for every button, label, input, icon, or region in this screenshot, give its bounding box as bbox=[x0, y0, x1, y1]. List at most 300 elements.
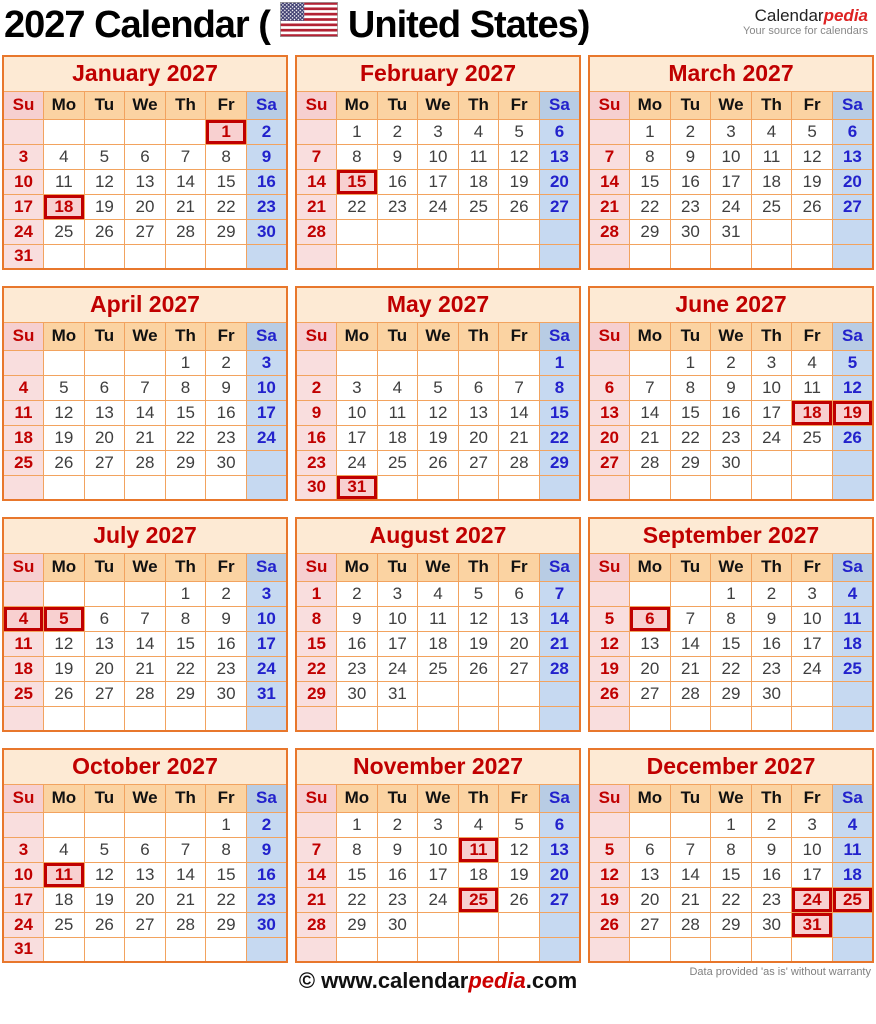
dow-header-fr: Fr bbox=[499, 91, 540, 119]
dow-header-sa: Sa bbox=[246, 784, 287, 812]
day-cell-october-7: 7 bbox=[165, 837, 206, 862]
dow-header-tu: Tu bbox=[670, 553, 711, 581]
day-cell-september-7: 7 bbox=[670, 606, 711, 631]
day-cell-empty bbox=[630, 475, 671, 500]
day-cell-september-18: 18 bbox=[832, 631, 873, 656]
day-cell-august-2: 2 bbox=[337, 581, 378, 606]
day-cell-june-14: 14 bbox=[630, 400, 671, 425]
day-cell-january-22: 22 bbox=[206, 194, 247, 219]
day-cell-may-24: 24 bbox=[337, 450, 378, 475]
day-cell-january-8: 8 bbox=[206, 144, 247, 169]
day-cell-december-14: 14 bbox=[670, 862, 711, 887]
day-cell-empty bbox=[165, 475, 206, 500]
day-cell-july-28: 28 bbox=[125, 681, 166, 706]
day-cell-april-20: 20 bbox=[84, 425, 125, 450]
day-cell-december-25: 25 bbox=[832, 887, 873, 912]
day-cell-january-26: 26 bbox=[84, 219, 125, 244]
day-cell-february-24: 24 bbox=[418, 194, 459, 219]
day-cell-august-1: 1 bbox=[296, 581, 337, 606]
day-cell-april-4: 4 bbox=[3, 375, 44, 400]
day-cell-empty bbox=[589, 706, 630, 731]
dow-header-we: We bbox=[711, 553, 752, 581]
dow-header-th: Th bbox=[751, 784, 792, 812]
day-cell-february-2: 2 bbox=[377, 119, 418, 144]
day-cell-empty bbox=[84, 475, 125, 500]
dow-header-mo: Mo bbox=[337, 553, 378, 581]
month-title-april: April 2027 bbox=[3, 287, 287, 322]
day-cell-november-19: 19 bbox=[499, 862, 540, 887]
day-cell-september-27: 27 bbox=[630, 681, 671, 706]
day-cell-march-8: 8 bbox=[630, 144, 671, 169]
month-table-april bbox=[2, 286, 288, 501]
day-cell-july-8: 8 bbox=[165, 606, 206, 631]
day-cell-october-27: 27 bbox=[125, 912, 166, 937]
month-table-september bbox=[588, 517, 874, 732]
day-cell-may-31: 31 bbox=[337, 475, 378, 500]
dow-header-tu: Tu bbox=[377, 322, 418, 350]
day-cell-empty bbox=[337, 244, 378, 269]
day-cell-november-26: 26 bbox=[499, 887, 540, 912]
day-cell-january-2: 2 bbox=[246, 119, 287, 144]
month-title-december: December 2027 bbox=[589, 749, 873, 784]
month-title-march: March 2027 bbox=[589, 56, 873, 91]
day-cell-october-13: 13 bbox=[125, 862, 166, 887]
day-cell-march-4: 4 bbox=[751, 119, 792, 144]
dow-header-we: We bbox=[418, 553, 459, 581]
day-cell-june-10: 10 bbox=[751, 375, 792, 400]
day-cell-may-10: 10 bbox=[337, 400, 378, 425]
day-cell-june-22: 22 bbox=[670, 425, 711, 450]
day-cell-empty bbox=[589, 937, 630, 962]
day-cell-august-17: 17 bbox=[377, 631, 418, 656]
day-cell-november-29: 29 bbox=[337, 912, 378, 937]
day-cell-empty bbox=[499, 475, 540, 500]
day-cell-empty bbox=[630, 706, 671, 731]
day-cell-june-30: 30 bbox=[711, 450, 752, 475]
day-cell-march-6: 6 bbox=[832, 119, 873, 144]
day-cell-february-11: 11 bbox=[458, 144, 499, 169]
dow-header-su: Su bbox=[296, 553, 337, 581]
day-cell-empty bbox=[539, 706, 580, 731]
dow-header-fr: Fr bbox=[792, 553, 833, 581]
day-cell-august-7: 7 bbox=[539, 581, 580, 606]
day-cell-may-18: 18 bbox=[377, 425, 418, 450]
day-cell-empty bbox=[630, 937, 671, 962]
day-cell-june-18: 18 bbox=[792, 400, 833, 425]
day-cell-december-6: 6 bbox=[630, 837, 671, 862]
day-cell-september-14: 14 bbox=[670, 631, 711, 656]
day-cell-empty bbox=[458, 706, 499, 731]
day-cell-january-21: 21 bbox=[165, 194, 206, 219]
day-cell-empty bbox=[3, 812, 44, 837]
day-cell-june-13: 13 bbox=[589, 400, 630, 425]
day-cell-march-14: 14 bbox=[589, 169, 630, 194]
day-cell-october-14: 14 bbox=[165, 862, 206, 887]
day-cell-august-11: 11 bbox=[418, 606, 459, 631]
day-cell-february-6: 6 bbox=[539, 119, 580, 144]
day-cell-september-17: 17 bbox=[792, 631, 833, 656]
day-cell-december-23: 23 bbox=[751, 887, 792, 912]
day-cell-august-4: 4 bbox=[418, 581, 459, 606]
day-cell-july-5: 5 bbox=[44, 606, 85, 631]
day-cell-august-28: 28 bbox=[539, 656, 580, 681]
day-cell-empty bbox=[125, 475, 166, 500]
day-cell-october-17: 17 bbox=[3, 887, 44, 912]
dow-header-sa: Sa bbox=[832, 784, 873, 812]
day-cell-empty bbox=[3, 475, 44, 500]
day-cell-empty bbox=[206, 475, 247, 500]
dow-header-mo: Mo bbox=[630, 784, 671, 812]
dow-header-sa: Sa bbox=[832, 322, 873, 350]
day-cell-january-14: 14 bbox=[165, 169, 206, 194]
day-cell-empty bbox=[630, 350, 671, 375]
dow-header-sa: Sa bbox=[246, 553, 287, 581]
day-cell-empty bbox=[499, 219, 540, 244]
day-cell-august-19: 19 bbox=[458, 631, 499, 656]
day-cell-empty bbox=[539, 475, 580, 500]
month-title-october: October 2027 bbox=[3, 749, 287, 784]
day-cell-empty bbox=[458, 219, 499, 244]
day-cell-november-4: 4 bbox=[458, 812, 499, 837]
month-table-november bbox=[295, 748, 581, 963]
day-cell-march-2: 2 bbox=[670, 119, 711, 144]
day-cell-february-22: 22 bbox=[337, 194, 378, 219]
day-cell-january-19: 19 bbox=[84, 194, 125, 219]
day-cell-empty bbox=[84, 244, 125, 269]
day-cell-january-16: 16 bbox=[246, 169, 287, 194]
day-cell-empty bbox=[458, 681, 499, 706]
day-cell-january-6: 6 bbox=[125, 144, 166, 169]
day-cell-february-13: 13 bbox=[539, 144, 580, 169]
day-cell-march-21: 21 bbox=[589, 194, 630, 219]
day-cell-july-22: 22 bbox=[165, 656, 206, 681]
day-cell-april-27: 27 bbox=[84, 450, 125, 475]
day-cell-june-24: 24 bbox=[751, 425, 792, 450]
day-cell-march-22: 22 bbox=[630, 194, 671, 219]
day-cell-october-11: 11 bbox=[44, 862, 85, 887]
day-cell-empty bbox=[125, 581, 166, 606]
day-cell-april-8: 8 bbox=[165, 375, 206, 400]
day-cell-november-3: 3 bbox=[418, 812, 459, 837]
dow-header-fr: Fr bbox=[206, 91, 247, 119]
day-cell-february-28: 28 bbox=[296, 219, 337, 244]
dow-header-tu: Tu bbox=[670, 784, 711, 812]
day-cell-september-30: 30 bbox=[751, 681, 792, 706]
day-cell-november-16: 16 bbox=[377, 862, 418, 887]
day-cell-november-8: 8 bbox=[337, 837, 378, 862]
day-cell-august-31: 31 bbox=[377, 681, 418, 706]
dow-header-th: Th bbox=[458, 322, 499, 350]
day-cell-october-10: 10 bbox=[3, 862, 44, 887]
day-cell-april-5: 5 bbox=[44, 375, 85, 400]
day-cell-october-20: 20 bbox=[125, 887, 166, 912]
day-cell-october-12: 12 bbox=[84, 862, 125, 887]
day-cell-empty bbox=[125, 350, 166, 375]
day-cell-empty bbox=[630, 581, 671, 606]
day-cell-september-15: 15 bbox=[711, 631, 752, 656]
day-cell-january-11: 11 bbox=[44, 169, 85, 194]
day-cell-empty bbox=[125, 119, 166, 144]
day-cell-april-21: 21 bbox=[125, 425, 166, 450]
day-cell-empty bbox=[337, 350, 378, 375]
day-cell-empty bbox=[84, 706, 125, 731]
dow-header-mo: Mo bbox=[337, 91, 378, 119]
day-cell-january-9: 9 bbox=[246, 144, 287, 169]
day-cell-may-26: 26 bbox=[418, 450, 459, 475]
day-cell-july-12: 12 bbox=[44, 631, 85, 656]
month-table-august bbox=[295, 517, 581, 732]
day-cell-march-3: 3 bbox=[711, 119, 752, 144]
day-cell-september-5: 5 bbox=[589, 606, 630, 631]
day-cell-empty bbox=[296, 812, 337, 837]
day-cell-empty bbox=[539, 681, 580, 706]
day-cell-march-12: 12 bbox=[792, 144, 833, 169]
day-cell-july-16: 16 bbox=[206, 631, 247, 656]
day-cell-february-23: 23 bbox=[377, 194, 418, 219]
day-cell-april-23: 23 bbox=[206, 425, 247, 450]
day-cell-october-30: 30 bbox=[246, 912, 287, 937]
day-cell-september-1: 1 bbox=[711, 581, 752, 606]
day-cell-empty bbox=[206, 706, 247, 731]
day-cell-empty bbox=[206, 937, 247, 962]
day-cell-empty bbox=[377, 706, 418, 731]
us-flag-icon bbox=[280, 2, 338, 48]
day-cell-may-3: 3 bbox=[337, 375, 378, 400]
day-cell-june-26: 26 bbox=[832, 425, 873, 450]
day-cell-july-6: 6 bbox=[84, 606, 125, 631]
day-cell-may-7: 7 bbox=[499, 375, 540, 400]
day-cell-empty bbox=[589, 244, 630, 269]
day-cell-may-13: 13 bbox=[458, 400, 499, 425]
day-cell-september-29: 29 bbox=[711, 681, 752, 706]
day-cell-empty bbox=[84, 812, 125, 837]
day-cell-july-13: 13 bbox=[84, 631, 125, 656]
day-cell-empty bbox=[377, 475, 418, 500]
day-cell-empty bbox=[44, 581, 85, 606]
dow-header-th: Th bbox=[165, 322, 206, 350]
month-table-february bbox=[295, 55, 581, 270]
day-cell-august-20: 20 bbox=[499, 631, 540, 656]
day-cell-february-14: 14 bbox=[296, 169, 337, 194]
dow-header-su: Su bbox=[589, 91, 630, 119]
day-cell-october-31: 31 bbox=[3, 937, 44, 962]
day-cell-empty bbox=[630, 812, 671, 837]
day-cell-may-30: 30 bbox=[296, 475, 337, 500]
day-cell-october-29: 29 bbox=[206, 912, 247, 937]
day-cell-december-3: 3 bbox=[792, 812, 833, 837]
day-cell-october-9: 9 bbox=[246, 837, 287, 862]
day-cell-september-10: 10 bbox=[792, 606, 833, 631]
day-cell-september-22: 22 bbox=[711, 656, 752, 681]
day-cell-april-9: 9 bbox=[206, 375, 247, 400]
dow-header-mo: Mo bbox=[630, 91, 671, 119]
day-cell-empty bbox=[458, 244, 499, 269]
day-cell-june-19: 19 bbox=[832, 400, 873, 425]
day-cell-august-5: 5 bbox=[458, 581, 499, 606]
dow-header-sa: Sa bbox=[832, 91, 873, 119]
day-cell-empty bbox=[44, 350, 85, 375]
day-cell-empty bbox=[539, 219, 580, 244]
day-cell-empty bbox=[751, 450, 792, 475]
day-cell-may-17: 17 bbox=[337, 425, 378, 450]
day-cell-october-5: 5 bbox=[84, 837, 125, 862]
day-cell-empty bbox=[246, 450, 287, 475]
day-cell-empty bbox=[539, 912, 580, 937]
day-cell-august-23: 23 bbox=[337, 656, 378, 681]
day-cell-august-24: 24 bbox=[377, 656, 418, 681]
dow-header-we: We bbox=[418, 91, 459, 119]
day-cell-january-20: 20 bbox=[125, 194, 166, 219]
day-cell-may-25: 25 bbox=[377, 450, 418, 475]
day-cell-july-27: 27 bbox=[84, 681, 125, 706]
day-cell-november-14: 14 bbox=[296, 862, 337, 887]
day-cell-january-7: 7 bbox=[165, 144, 206, 169]
day-cell-september-24: 24 bbox=[792, 656, 833, 681]
day-cell-august-27: 27 bbox=[499, 656, 540, 681]
day-cell-june-15: 15 bbox=[670, 400, 711, 425]
dow-header-mo: Mo bbox=[44, 784, 85, 812]
day-cell-empty bbox=[792, 219, 833, 244]
day-cell-october-2: 2 bbox=[246, 812, 287, 837]
day-cell-december-17: 17 bbox=[792, 862, 833, 887]
dow-header-fr: Fr bbox=[206, 784, 247, 812]
day-cell-march-28: 28 bbox=[589, 219, 630, 244]
day-cell-february-21: 21 bbox=[296, 194, 337, 219]
day-cell-november-24: 24 bbox=[418, 887, 459, 912]
dow-header-su: Su bbox=[589, 553, 630, 581]
day-cell-july-17: 17 bbox=[246, 631, 287, 656]
page-header bbox=[0, 0, 876, 52]
day-cell-empty bbox=[670, 244, 711, 269]
dow-header-sa: Sa bbox=[539, 322, 580, 350]
month-title-february: February 2027 bbox=[296, 56, 580, 91]
day-cell-december-21: 21 bbox=[670, 887, 711, 912]
day-cell-march-27: 27 bbox=[832, 194, 873, 219]
day-cell-may-23: 23 bbox=[296, 450, 337, 475]
day-cell-june-20: 20 bbox=[589, 425, 630, 450]
day-cell-may-16: 16 bbox=[296, 425, 337, 450]
day-cell-empty bbox=[418, 937, 459, 962]
day-cell-november-2: 2 bbox=[377, 812, 418, 837]
day-cell-empty bbox=[377, 244, 418, 269]
day-cell-january-27: 27 bbox=[125, 219, 166, 244]
day-cell-march-18: 18 bbox=[751, 169, 792, 194]
day-cell-may-20: 20 bbox=[458, 425, 499, 450]
dow-header-tu: Tu bbox=[377, 784, 418, 812]
month-title-july: July 2027 bbox=[3, 518, 287, 553]
day-cell-october-23: 23 bbox=[246, 887, 287, 912]
day-cell-empty bbox=[589, 475, 630, 500]
month-table-july bbox=[2, 517, 288, 732]
day-cell-july-19: 19 bbox=[44, 656, 85, 681]
day-cell-empty bbox=[84, 119, 125, 144]
day-cell-empty bbox=[832, 475, 873, 500]
day-cell-june-7: 7 bbox=[630, 375, 671, 400]
day-cell-december-18: 18 bbox=[832, 862, 873, 887]
day-cell-september-12: 12 bbox=[589, 631, 630, 656]
dow-header-th: Th bbox=[458, 553, 499, 581]
day-cell-empty bbox=[832, 937, 873, 962]
day-cell-april-6: 6 bbox=[84, 375, 125, 400]
day-cell-august-8: 8 bbox=[296, 606, 337, 631]
day-cell-empty bbox=[246, 244, 287, 269]
day-cell-empty bbox=[539, 244, 580, 269]
day-cell-empty bbox=[418, 350, 459, 375]
logo[interactable] bbox=[743, 2, 870, 37]
dow-header-fr: Fr bbox=[792, 784, 833, 812]
day-cell-september-2: 2 bbox=[751, 581, 792, 606]
day-cell-december-4: 4 bbox=[832, 812, 873, 837]
page-title bbox=[4, 2, 589, 48]
dow-header-fr: Fr bbox=[206, 553, 247, 581]
day-cell-march-19: 19 bbox=[792, 169, 833, 194]
day-cell-april-11: 11 bbox=[3, 400, 44, 425]
day-cell-october-3: 3 bbox=[3, 837, 44, 862]
day-cell-empty bbox=[296, 119, 337, 144]
day-cell-may-9: 9 bbox=[296, 400, 337, 425]
day-cell-january-18: 18 bbox=[44, 194, 85, 219]
day-cell-march-29: 29 bbox=[630, 219, 671, 244]
day-cell-february-5: 5 bbox=[499, 119, 540, 144]
dow-header-we: We bbox=[418, 322, 459, 350]
day-cell-empty bbox=[751, 706, 792, 731]
day-cell-february-10: 10 bbox=[418, 144, 459, 169]
page-footer bbox=[0, 966, 876, 1000]
dow-header-we: We bbox=[125, 91, 166, 119]
dow-header-sa: Sa bbox=[539, 553, 580, 581]
day-cell-empty bbox=[3, 706, 44, 731]
copyright-link[interactable]: © www.calendarpedia.com bbox=[298, 968, 578, 993]
day-cell-september-25: 25 bbox=[832, 656, 873, 681]
day-cell-may-28: 28 bbox=[499, 450, 540, 475]
day-cell-december-13: 13 bbox=[630, 862, 671, 887]
day-cell-december-8: 8 bbox=[711, 837, 752, 862]
day-cell-empty bbox=[670, 812, 711, 837]
day-cell-april-15: 15 bbox=[165, 400, 206, 425]
day-cell-march-11: 11 bbox=[751, 144, 792, 169]
day-cell-february-26: 26 bbox=[499, 194, 540, 219]
day-cell-august-30: 30 bbox=[337, 681, 378, 706]
day-cell-august-22: 22 bbox=[296, 656, 337, 681]
dow-header-sa: Sa bbox=[832, 553, 873, 581]
day-cell-march-13: 13 bbox=[832, 144, 873, 169]
day-cell-august-9: 9 bbox=[337, 606, 378, 631]
day-cell-april-29: 29 bbox=[165, 450, 206, 475]
day-cell-february-20: 20 bbox=[539, 169, 580, 194]
day-cell-july-11: 11 bbox=[3, 631, 44, 656]
day-cell-september-4: 4 bbox=[832, 581, 873, 606]
day-cell-november-13: 13 bbox=[539, 837, 580, 862]
day-cell-september-19: 19 bbox=[589, 656, 630, 681]
day-cell-empty bbox=[337, 219, 378, 244]
dow-header-th: Th bbox=[165, 784, 206, 812]
day-cell-october-15: 15 bbox=[206, 862, 247, 887]
day-cell-empty bbox=[711, 706, 752, 731]
day-cell-april-24: 24 bbox=[246, 425, 287, 450]
day-cell-empty bbox=[751, 244, 792, 269]
day-cell-november-20: 20 bbox=[539, 862, 580, 887]
day-cell-april-12: 12 bbox=[44, 400, 85, 425]
day-cell-december-29: 29 bbox=[711, 912, 752, 937]
day-cell-june-6: 6 bbox=[589, 375, 630, 400]
day-cell-empty bbox=[165, 937, 206, 962]
day-cell-october-26: 26 bbox=[84, 912, 125, 937]
day-cell-may-8: 8 bbox=[539, 375, 580, 400]
day-cell-april-13: 13 bbox=[84, 400, 125, 425]
dow-header-mo: Mo bbox=[44, 91, 85, 119]
day-cell-empty bbox=[44, 475, 85, 500]
dow-header-mo: Mo bbox=[630, 322, 671, 350]
